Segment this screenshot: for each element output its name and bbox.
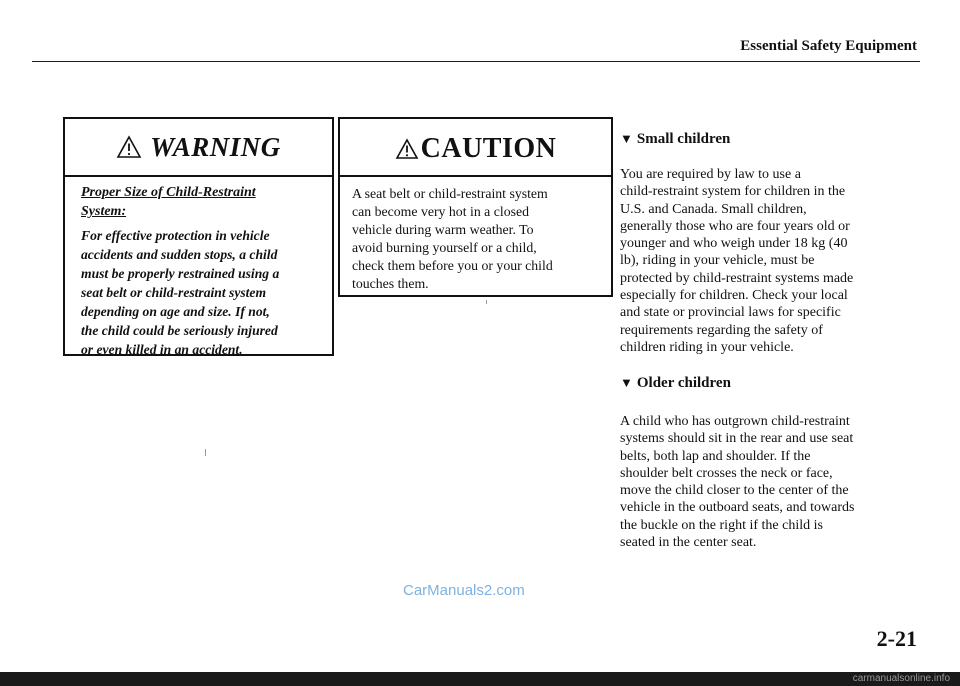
older-children-paragraph [620,413,920,551]
caution-line: avoid burning yourself or a child, [352,240,537,255]
older-children-heading-text: Older children [636,375,731,391]
warning-body [65,177,332,359]
small-children-heading [620,131,730,148]
scan-speck [205,449,206,456]
footer-bar [0,672,960,686]
warning-line: must be properly restrained using a [81,266,280,281]
paragraph-line: and state or provincial laws for specific [620,305,841,321]
warning-line: seat belt or child-restraint system [81,285,267,300]
older-children-heading [620,375,731,392]
caution-header [340,119,611,177]
caution-box [338,117,613,297]
caution-line: A seat belt or child-restraint system [352,186,548,201]
caution-triangle-icon [395,138,419,160]
paragraph-line: vehicle in the outboard seats, and towards [620,500,855,516]
warning-subtitle-line: System: [81,204,127,219]
section-header: Essential Safety Equipment [740,38,917,54]
warning-title: WARNING [150,131,281,162]
caution-line: check them before you or your child [352,258,553,273]
paragraph-line: systems should sit in the rear and use seat [620,431,854,447]
paragraph-line: lb), riding in your vehicle, must be [620,253,815,269]
paragraph-line: seated in the center seat. [620,535,757,551]
paragraph-line: child-restraint system for children in the [620,184,846,200]
scan-speck [486,300,487,304]
page-number: 2-21 [876,626,917,651]
warning-subtitle-line: Proper Size of Child-Restraint [81,185,256,200]
footer-watermark: carmanualsonline.info [852,673,950,684]
paragraph-line: the buckle on the right if the child is [620,517,823,533]
paragraph-line: belts, both lap and shoulder. If the [620,448,811,464]
caution-line: vehicle during warm weather. To [352,222,534,237]
paragraph-line: generally those who are four years old or [620,218,850,234]
warning-triangle-icon [116,135,142,159]
paragraph-line: You are required by law to use a [620,167,801,182]
warning-subtitle [81,183,322,221]
warning-line: For effective protection in vehicle [81,228,270,243]
caution-body [340,177,611,293]
small-children-heading-text: Small children [636,131,731,147]
warning-box [63,117,334,356]
down-triangle-icon: ▼ [620,131,633,146]
paragraph-line: requirements regarding the safety of [620,322,823,338]
paragraph-line: U.S. and Canada. Small children, [620,201,807,217]
paragraph-line: younger and who weigh under 18 kg (40 [620,236,848,252]
paragraph-line: protected by child-restraint systems made [620,270,854,286]
caution-line: touches them. [352,276,429,291]
warning-line: the child could be seriously injured [81,323,278,338]
paragraph-line: especially for children. Check your local [620,288,848,304]
watermark: CarManuals2.com [403,582,525,599]
paragraph-line: children riding in your vehicle. [620,339,794,355]
caution-title: CAUTION [420,133,557,164]
header-rule [32,61,920,62]
warning-line: or even killed in an accident. [81,342,243,357]
paragraph-line: shoulder belt crosses the neck or face, [620,465,833,481]
paragraph-line: A child who has outgrown child-restraint [620,414,850,429]
down-triangle-icon: ▼ [620,375,633,390]
small-children-paragraph [620,166,920,356]
warning-line: depending on age and size. If not, [81,304,270,319]
warning-line: accidents and sudden stops, a child [81,247,278,262]
warning-header [65,119,332,177]
caution-line: can become very hot in a closed [352,204,529,219]
paragraph-line: move the child closer to the center of the [620,483,849,499]
